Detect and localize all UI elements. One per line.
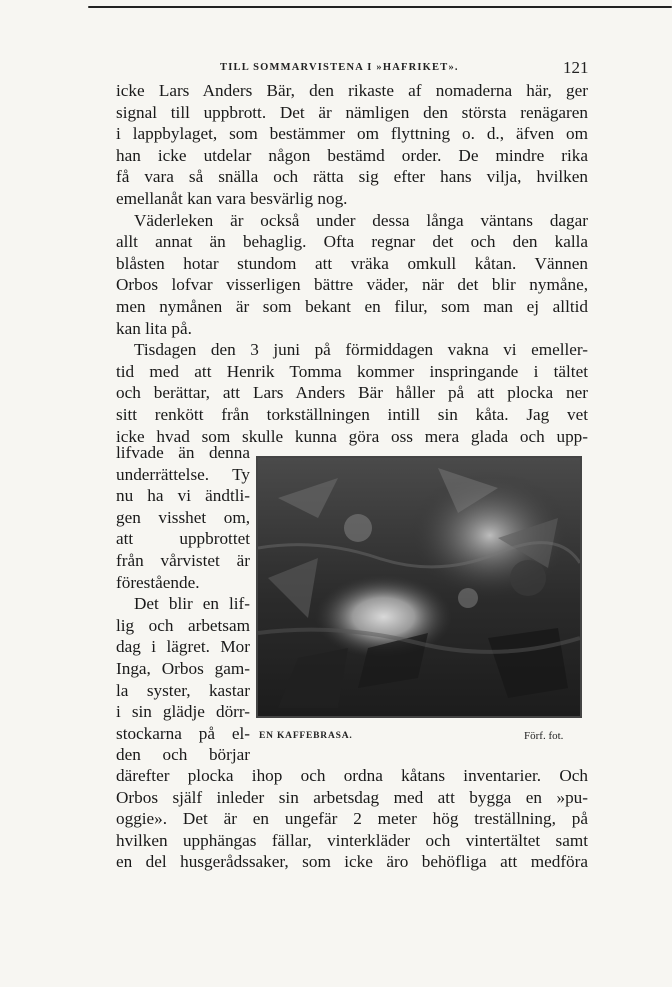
photo-coffee-fire	[256, 456, 582, 718]
text-line: från vårvistet är	[116, 550, 250, 570]
text-line: hvilken upphängas fällar, vinterkläder och vintertältet samt	[116, 830, 588, 850]
body-text-wrapped	[116, 442, 250, 766]
text-line: och berättar, att Lars Anders Bär håller på att plocka ner	[116, 383, 588, 403]
page-number: 121	[563, 58, 589, 77]
text-line: sitt renkött från torkställningen intill sin kåta. Jag vet	[116, 404, 588, 424]
text-line: han icke utdelar någon bestämd order. De mindre rika	[116, 145, 588, 165]
text-line: att uppbrottet	[116, 529, 250, 549]
text-line: oggie». Det är en ungefär 2 meter hög treställning, på	[116, 809, 588, 829]
text-line: signal till uppbrott. Det är nämligen den största renägaren	[116, 102, 588, 122]
text-line: en del husgerådssaker, som icke äro behöfliga att medföra	[116, 852, 588, 872]
text-line: dag i lägret. Mor	[116, 637, 250, 657]
text-line: i lappbylaget, som bestämmer om flyttning o. d., äfven om	[116, 124, 588, 144]
text-line: kan lita på.	[116, 318, 192, 338]
text-line: lifvade än denna	[116, 443, 250, 462]
text-line: Tisdagen den 3 juni på förmiddagen vakna vi emeller-	[134, 340, 588, 360]
text-line: blåsten hotar stundom att vräka omkull kåtan. Vännen	[116, 253, 588, 273]
text-line: emellanåt kan vara besvärlig nog.	[116, 188, 348, 208]
text-line: Inga, Orbos gam-	[116, 658, 250, 678]
top-rule	[88, 6, 672, 8]
photo-image	[258, 458, 580, 716]
text-line: förestående.	[116, 572, 200, 592]
text-line: gen visshet om,	[116, 507, 250, 527]
text-line: i sin glädje dörr-	[116, 702, 250, 722]
body-text-top	[116, 80, 588, 447]
text-line: Det blir en lif-	[134, 594, 250, 614]
running-head: TILL SOMMARVISTENA I »HAFRIKET».	[220, 62, 459, 73]
text-line: Väderleken är också under dessa långa väntans dagar	[134, 210, 588, 230]
text-line: den och börjar	[116, 745, 250, 765]
body-text-bottom	[116, 765, 588, 873]
text-line: icke Lars Anders Bär, den rikaste af nomaderna här, ger	[116, 81, 588, 100]
photo-credit: Förf. fot.	[524, 730, 564, 742]
text-line: stockarna på el-	[116, 723, 250, 743]
photo-caption: EN KAFFEBRASA.	[259, 731, 353, 741]
text-line: underrättelse. Ty	[116, 464, 250, 484]
text-line: nu ha vi ändtli-	[116, 486, 250, 506]
text-line: allt annat än behaglig. Ofta regnar det och den kalla	[116, 232, 588, 252]
text-line: lig och arbetsam	[116, 615, 250, 635]
text-line: men nymånen är som bekant en filur, som man ej alltid	[116, 296, 588, 316]
text-line: la syster, kastar	[116, 680, 250, 700]
text-line: Orbos lofvar visserligen bättre väder, när det blir nymåne,	[116, 275, 588, 295]
text-line: tid med att Henrik Tomma kommer inspringande i tältet	[116, 361, 588, 381]
text-line: därefter plocka ihop och ordna kåtans inventarier. Och	[116, 766, 588, 785]
text-line: Orbos själf inleder sin arbetsdag med att bygga en »pu-	[116, 787, 588, 807]
text-line: få vara så snälla och rätta sig efter hans vilja, hvilken	[116, 167, 588, 187]
text-line: icke hvad som skulle kunna göra oss mera glada och upp-	[116, 426, 588, 446]
